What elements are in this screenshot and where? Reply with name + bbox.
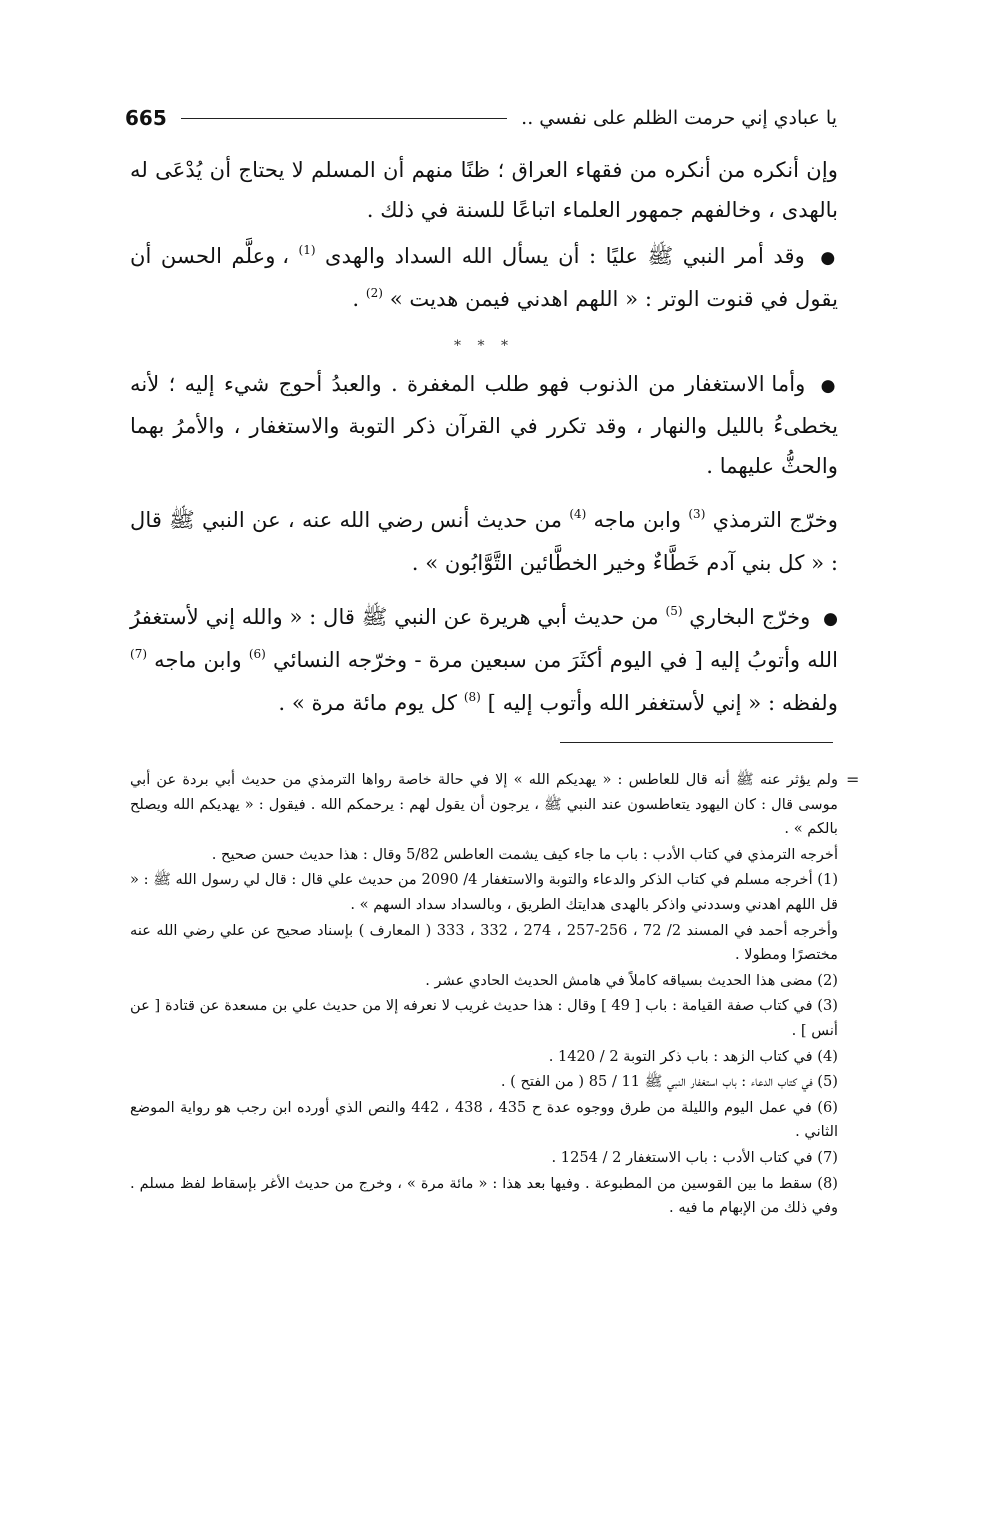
footnote-5: (5) في كتاب الدعاء : باب استغفار النبي ﷺ 11 / 85 ( من الفتح ) . xyxy=(500,1073,838,1091)
paragraph-1: وإن أنكره من أنكره من فقهاء العراق ؛ ظنًا منهم أن المسلم لا يحتاج أن يُدْعَى له بالهدى ، وخالفهم جمهور العلماء اتباعًا للسنة في ذلك . xyxy=(130,157,838,222)
bullet-icon: ● xyxy=(820,376,838,396)
footnote-continued: ولم يؤثر عنه ﷺ أنه قال للعاطس : « يهديكم الله » إلا في حالة خاصة رواها الترمذي من حديث أبي بردة عن أبي موسى قال : كان اليهود يتعاطسون عند النبي ﷺ ، يرجون أن يقول لهم : يرحمكم الله . فيقول : « يهديكم الله ويصلح بالكم » . xyxy=(130,771,838,838)
footnote-ref[interactable]: (5) xyxy=(665,604,683,618)
paragraph-text: ولفظه : « إني لأستغفر الله وأتوب إليه ] xyxy=(487,690,838,715)
bullet-icon: ● xyxy=(823,609,838,629)
footnotes xyxy=(130,768,838,1221)
footnote-1: (1) أخرجه مسلم في كتاب الذكر والدعاء والتوبة والاستغفار 4/ 2090 من حديث علي قال : قال لي رسول الله ﷺ : « قل اللهم اهدني وسددني واذكر بالهدى هدايتك الطريق ، وبالسداد سداد السهم » . xyxy=(130,871,839,913)
paragraph-2 xyxy=(130,236,838,322)
footnote-ref[interactable]: (6) xyxy=(248,647,266,661)
footnote-separator xyxy=(560,742,833,743)
footnote-continued-source: أخرجه الترمذي في كتاب الأدب : باب ما جاء كيف يشمت العاطس 5/82 وقال : هذا حديث حسن صحيح . xyxy=(211,845,838,863)
paragraph-text: وقد أمر النبي ﷺ عليًا : أن يسأل الله السداد والهدى xyxy=(325,243,805,268)
main-text xyxy=(130,150,838,726)
paragraph-text: من حديث أنس رضي الله عنه ، عن النبي ﷺ قال : « كل بني آدم خَطَّاءٌ وخير الخطَّائين التَّوَّابُون » . xyxy=(130,507,838,575)
paragraph-text: وابن ماجه xyxy=(593,507,682,532)
footnote-ref[interactable]: (3) xyxy=(688,507,706,521)
paragraph-3 xyxy=(130,364,838,486)
footnote-6: (6) في عمل اليوم والليلة من طرق ووجوه عدة ح 435 ، 438 ، 442 والنص الذي أورده ابن رجب هو رواية الموضع الثاني . xyxy=(130,1098,838,1141)
footnote-8: (8) سقط ما بين القوسين من المطبوعة . وفيها بعد هذا : « مائة مرة » ، وخرج من حديث الأغر بإسقاط لفظ مسلم . وفي ذلك من الإبهام ما فيه . xyxy=(130,1174,838,1217)
continuation-mark: = xyxy=(846,770,860,789)
footnote-ref[interactable]: (2) xyxy=(365,286,383,300)
paragraph-text: . xyxy=(352,286,360,311)
paragraph-text: وخرّج الترمذي xyxy=(712,507,838,532)
paragraph-text: وخرّج البخاري xyxy=(689,604,811,629)
running-title: يا عبادي إني حرمت الظلم على نفسي .. xyxy=(521,107,837,129)
paragraph-text: كل يوم مائة مرة » . xyxy=(278,690,458,715)
footnote-3: (3) في كتاب صفة القيامة : باب [ 49 ] وقال : هذا حديث غريب لا نعرفه إلا من حديث علي بن مسعدة عن قتادة [ عن أنس ] . xyxy=(130,997,838,1039)
paragraph-text: وأما الاستغفار من الذنوب فهو طلب المغفرة . والعبدُ أحوج شيء إليه ؛ لأنه يخطىءُ بالليل والنهار ، وقد تكرر في القرآن ذكر التوبة والاستغفار ، والأمرُ بهما والحثُّ عليهما . xyxy=(130,371,838,478)
footnote-ref[interactable]: (1) xyxy=(298,243,316,257)
header-rule xyxy=(181,118,507,119)
footnote-1-extra: وأخرجه أحمد في المسند 2/ 72 ، 256-257 ، 274 ، 332 ، 333 ( المعارف ) بإسناد صحيح عن علي رضي الله عنه مختصرًا ومطولا . xyxy=(130,921,838,964)
paragraph-text: من حديث أبي هريرة عن النبي ﷺ قال : « والله إني لأستغفرُ الله وأتوبُ إليه [ في اليوم أكثَرَ من سبعين مرة - وخرّجه النسائي xyxy=(130,604,838,672)
footnote-4: (4) في كتاب الزهد : باب ذكر التوبة 2 / 1420 . xyxy=(548,1047,838,1065)
footnote-2: (2) مضى هذا الحديث بسياقه كاملاً في هامش الحديث الحادي عشر . xyxy=(425,971,838,989)
paragraph-5 xyxy=(130,597,838,726)
paragraph-text: ، وعلَّم الحسن أن يقول في قنوت الوتر : « اللهم اهدني فيمن هديت » xyxy=(130,243,838,311)
footnote-ref[interactable]: (7) xyxy=(130,647,148,661)
footnote-ref[interactable]: (4) xyxy=(569,507,587,521)
page-number: 665 xyxy=(125,106,167,130)
bullet-icon: ● xyxy=(820,248,838,268)
paragraph-4 xyxy=(130,500,838,583)
paragraph-text: وابن ماجه xyxy=(154,647,242,672)
section-divider: * * * xyxy=(454,338,514,354)
footnote-7: (7) في كتاب الأدب : باب الاستغفار 2 / 1254 . xyxy=(551,1148,838,1166)
running-header xyxy=(125,101,837,135)
footnote-ref[interactable]: (8) xyxy=(463,690,481,704)
